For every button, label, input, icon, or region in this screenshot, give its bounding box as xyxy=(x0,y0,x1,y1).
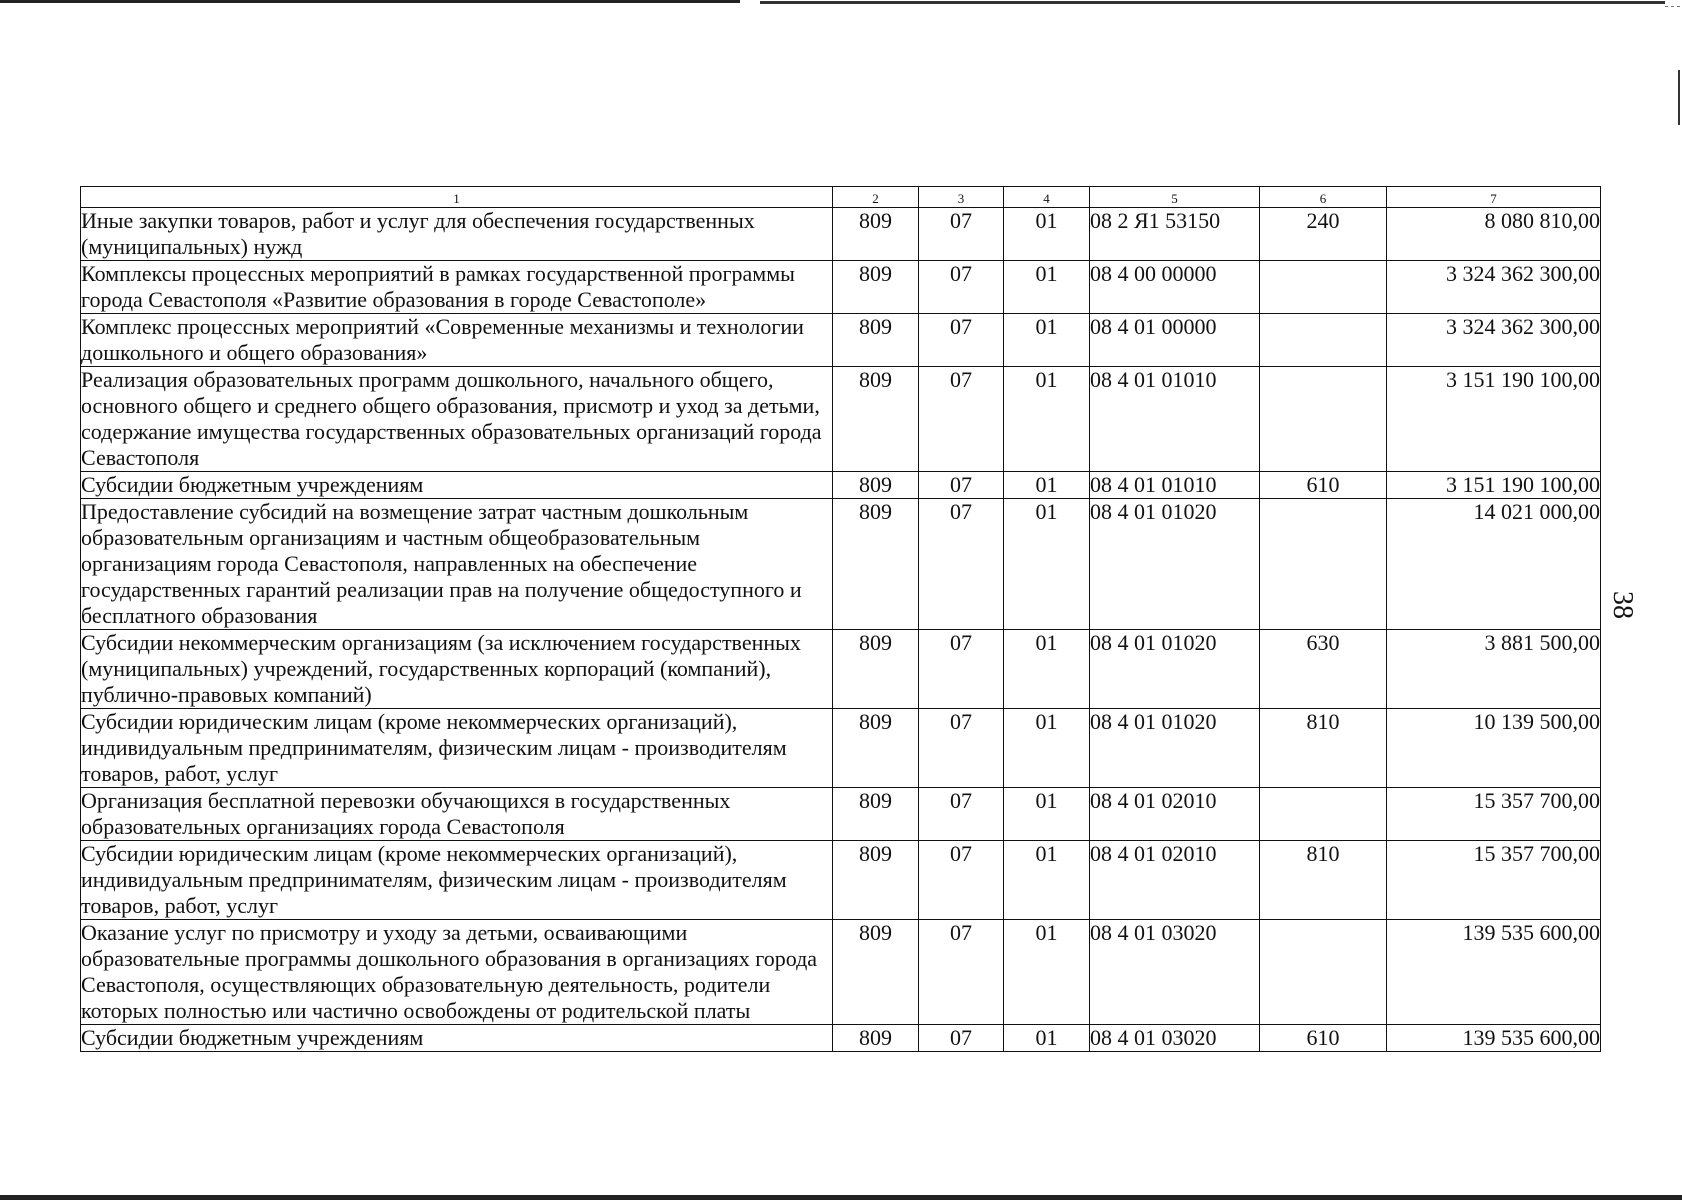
row-name: Иные закупки товаров, работ и услуг для обеспечения государственных (муниципальных) нужд xyxy=(81,208,833,261)
row-csr: 08 4 01 01020 xyxy=(1090,630,1260,709)
header-col-1: 1 xyxy=(81,187,833,208)
row-pr: 01 xyxy=(1004,261,1090,314)
row-amount: 15 357 700,00 xyxy=(1387,788,1601,841)
row-name: Предоставление субсидий на возмещение затрат частным дошкольным образовательным организациям и частным общеобразовательным организациям города Севастополя, направленных на обеспечение государственных гарантий реализации прав на получение общедоступного и бесплатного образования xyxy=(81,499,833,630)
row-rz: 07 xyxy=(919,788,1004,841)
row-csr: 08 4 01 02010 xyxy=(1090,788,1260,841)
row-vr: 610 xyxy=(1260,472,1387,499)
header-col-3: 3 xyxy=(919,187,1004,208)
top-border-dash xyxy=(1665,6,1682,7)
row-vr: 810 xyxy=(1260,709,1387,788)
table-row xyxy=(81,788,1601,841)
row-rz: 07 xyxy=(919,367,1004,472)
row-amount: 3 881 500,00 xyxy=(1387,630,1601,709)
right-edge-mark xyxy=(1678,70,1680,125)
table-row xyxy=(81,920,1601,1025)
row-amount: 15 357 700,00 xyxy=(1387,841,1601,920)
row-name: Субсидии некоммерческим организациям (за исключением государственных (муниципальных) учреждений, государственных корпораций (компаний), публично-правовых компаний) xyxy=(81,630,833,709)
row-amount: 8 080 810,00 xyxy=(1387,208,1601,261)
row-vr xyxy=(1260,920,1387,1025)
row-name: Комплекс процессных мероприятий «Современные механизмы и технологии дошкольного и общего образования» xyxy=(81,314,833,367)
page-number: 38 xyxy=(1607,591,1638,619)
table-row xyxy=(81,1025,1601,1052)
row-grbs: 809 xyxy=(833,920,919,1025)
row-vr xyxy=(1260,499,1387,630)
row-csr: 08 4 01 03020 xyxy=(1090,920,1260,1025)
row-grbs: 809 xyxy=(833,472,919,499)
row-pr: 01 xyxy=(1004,208,1090,261)
table-row xyxy=(81,367,1601,472)
row-amount: 3 151 190 100,00 xyxy=(1387,472,1601,499)
top-border-line-right xyxy=(760,1,1665,4)
row-csr: 08 4 01 01020 xyxy=(1090,499,1260,630)
row-rz: 07 xyxy=(919,472,1004,499)
row-amount: 139 535 600,00 xyxy=(1387,920,1601,1025)
row-csr: 08 4 00 00000 xyxy=(1090,261,1260,314)
row-vr xyxy=(1260,788,1387,841)
table-row xyxy=(81,630,1601,709)
row-grbs: 809 xyxy=(833,709,919,788)
row-vr: 810 xyxy=(1260,841,1387,920)
table-row xyxy=(81,841,1601,920)
row-amount: 10 139 500,00 xyxy=(1387,709,1601,788)
row-grbs: 809 xyxy=(833,499,919,630)
header-row xyxy=(81,187,1601,208)
budget-table xyxy=(80,186,1601,1052)
table-row xyxy=(81,208,1601,261)
top-border-line xyxy=(0,0,740,3)
row-grbs: 809 xyxy=(833,630,919,709)
row-grbs: 809 xyxy=(833,208,919,261)
row-pr: 01 xyxy=(1004,499,1090,630)
table-row xyxy=(81,709,1601,788)
row-grbs: 809 xyxy=(833,841,919,920)
row-amount: 3 324 362 300,00 xyxy=(1387,314,1601,367)
row-vr xyxy=(1260,367,1387,472)
row-rz: 07 xyxy=(919,208,1004,261)
row-rz: 07 xyxy=(919,499,1004,630)
row-amount: 139 535 600,00 xyxy=(1387,1025,1601,1052)
row-name: Реализация образовательных программ дошкольного, начального общего, основного общего и среднего общего образования, присмотр и уход за детьми, содержание имущества государственных образовательных организаций города Севастополя xyxy=(81,367,833,472)
row-name: Субсидии юридическим лицам (кроме некоммерческих организаций), индивидуальным предпринимателям, физическим лицам - производителям товаров, работ, услуг xyxy=(81,841,833,920)
row-pr: 01 xyxy=(1004,788,1090,841)
row-rz: 07 xyxy=(919,920,1004,1025)
table-row xyxy=(81,314,1601,367)
row-pr: 01 xyxy=(1004,709,1090,788)
table-row xyxy=(81,499,1601,630)
table-row xyxy=(81,261,1601,314)
row-vr: 610 xyxy=(1260,1025,1387,1052)
row-grbs: 809 xyxy=(833,1025,919,1052)
row-pr: 01 xyxy=(1004,920,1090,1025)
row-csr: 08 4 01 01010 xyxy=(1090,472,1260,499)
row-name: Оказание услуг по присмотру и уходу за детьми, осваивающими образовательные программы дошкольного образования в организациях города Севастополя, осуществляющих образовательную деятельность, родители которых полностью или частично освобождены от родительской платы xyxy=(81,920,833,1025)
header-col-2: 2 xyxy=(833,187,919,208)
row-pr: 01 xyxy=(1004,630,1090,709)
row-pr: 01 xyxy=(1004,1025,1090,1052)
row-grbs: 809 xyxy=(833,314,919,367)
row-csr: 08 2 Я1 53150 xyxy=(1090,208,1260,261)
row-rz: 07 xyxy=(919,1025,1004,1052)
table-row xyxy=(81,472,1601,499)
row-amount: 14 021 000,00 xyxy=(1387,499,1601,630)
bottom-border-line xyxy=(0,1195,1682,1200)
row-rz: 07 xyxy=(919,314,1004,367)
row-grbs: 809 xyxy=(833,367,919,472)
row-amount: 3 324 362 300,00 xyxy=(1387,261,1601,314)
row-vr: 630 xyxy=(1260,630,1387,709)
row-name: Субсидии бюджетным учреждениям xyxy=(81,472,833,499)
row-name: Комплексы процессных мероприятий в рамках государственной программы города Севастополя «Развитие образования в городе Севастополе» xyxy=(81,261,833,314)
row-csr: 08 4 01 02010 xyxy=(1090,841,1260,920)
row-csr: 08 4 01 00000 xyxy=(1090,314,1260,367)
row-pr: 01 xyxy=(1004,314,1090,367)
row-rz: 07 xyxy=(919,709,1004,788)
row-rz: 07 xyxy=(919,261,1004,314)
row-amount: 3 151 190 100,00 xyxy=(1387,367,1601,472)
row-pr: 01 xyxy=(1004,472,1090,499)
row-vr: 240 xyxy=(1260,208,1387,261)
header-col-4: 4 xyxy=(1004,187,1090,208)
row-vr xyxy=(1260,261,1387,314)
row-rz: 07 xyxy=(919,841,1004,920)
row-csr: 08 4 01 01010 xyxy=(1090,367,1260,472)
row-name: Организация бесплатной перевозки обучающихся в государственных образовательных организациях города Севастополя xyxy=(81,788,833,841)
row-grbs: 809 xyxy=(833,788,919,841)
row-vr xyxy=(1260,314,1387,367)
row-pr: 01 xyxy=(1004,367,1090,472)
row-name: Субсидии бюджетным учреждениям xyxy=(81,1025,833,1052)
row-pr: 01 xyxy=(1004,841,1090,920)
row-name: Субсидии юридическим лицам (кроме некоммерческих организаций), индивидуальным предпринимателям, физическим лицам - производителям товаров, работ, услуг xyxy=(81,709,833,788)
row-csr: 08 4 01 01020 xyxy=(1090,709,1260,788)
header-col-6: 6 xyxy=(1260,187,1387,208)
header-col-5: 5 xyxy=(1090,187,1260,208)
row-csr: 08 4 01 03020 xyxy=(1090,1025,1260,1052)
row-grbs: 809 xyxy=(833,261,919,314)
header-col-7: 7 xyxy=(1387,187,1601,208)
row-rz: 07 xyxy=(919,630,1004,709)
